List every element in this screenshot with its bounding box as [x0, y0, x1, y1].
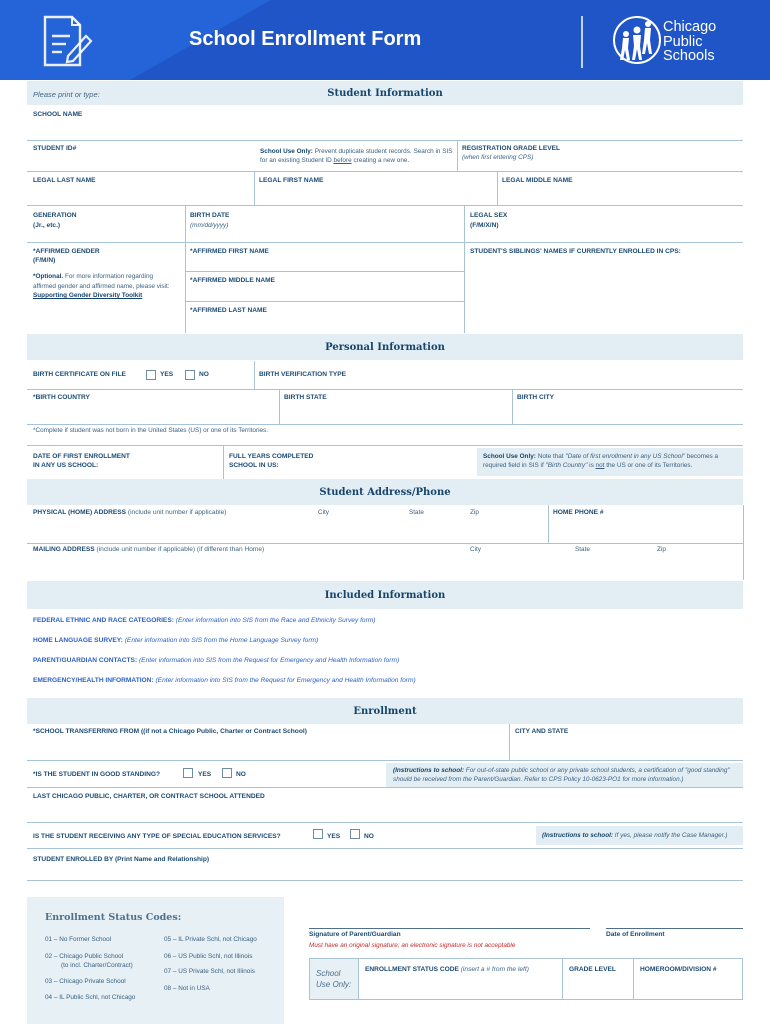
status-code-item: 06 – US Public Schl, not Illinois [164, 953, 253, 960]
print-hint: Please print or type: [33, 90, 100, 99]
birth-country-field[interactable]: *BIRTH COUNTRY [33, 394, 90, 401]
physical-city-label: City [318, 509, 330, 516]
included-item: EMERGENCY/HEALTH INFORMATION: (Enter information into SIS from the Request for Emergency and Health Information form) [33, 677, 416, 684]
status-code-item: 04 – IL Public Schl, not Chicago [45, 994, 136, 1001]
status-code-item: 05 – IL Private Schl, not Chicago [164, 936, 257, 943]
affirmed-first-name-field[interactable]: *AFFIRMED FIRST NAME [190, 248, 269, 255]
good-standing-label: *IS THE STUDENT IN GOOD STANDING? [33, 771, 160, 778]
included-item: FEDERAL ETHNIC AND RACE CATEGORIES: (Enter information into SIS from the Race and Ethnicity Survey form) [33, 617, 376, 624]
home-phone-field[interactable]: HOME PHONE # [553, 509, 604, 516]
legal-last-name-field[interactable]: LEGAL LAST NAME [33, 177, 96, 184]
signature-note: Must have an original signature; an electronic signature is not acceptable [309, 942, 516, 949]
included-item: HOME LANGUAGE SURVEY: (Enter information into SIS from the Home Language Survey form) [33, 637, 319, 644]
siblings-field[interactable]: STUDENT'S SIBLINGS' NAMES IF CURRENTLY ENROLLED IN CPS: [470, 248, 681, 255]
grade-level-field[interactable]: GRADE LEVEL [569, 966, 616, 973]
section-title: Enrollment [353, 706, 417, 717]
physical-state-label: State [409, 509, 424, 516]
yes-label: YES [198, 771, 212, 778]
parent-signature-field[interactable]: Signature of Parent/Guardian [309, 931, 401, 938]
optional-note: *Optional. For more information regarding affirmed gender and affirmed name, please visit: Supporting Gender Diversity Toolkit [33, 273, 170, 299]
status-code-item: (to incl. Charter/Contract) [61, 962, 133, 969]
mailing-state-label: State [575, 546, 590, 553]
status-code-field[interactable]: ENROLLMENT STATUS CODE (insert a # from the left) [365, 966, 529, 973]
section-student-information [27, 81, 743, 105]
status-code-item: 01 – No Former School [45, 936, 112, 943]
homeroom-field[interactable]: HOMEROOM/DIVISION # [640, 966, 717, 973]
birth-city-field[interactable]: BIRTH CITY [517, 394, 554, 401]
affirmed-middle-name-field[interactable]: *AFFIRMED MIDDLE NAME [190, 277, 275, 284]
no-label: NO [364, 833, 374, 840]
status-code-item: 08 – Not in USA [164, 985, 210, 992]
section-title: Student Address/Phone [319, 487, 451, 498]
affirmed-gender-field[interactable]: *AFFIRMED GENDER [33, 248, 100, 255]
mailing-address-field[interactable]: MAILING ADDRESS (include unit number if applicable) (if different than Home) [33, 546, 265, 553]
sped-instructions: (Instructions to school: If yes, please notify the Case Manager.) [542, 832, 728, 839]
school-transferring-field[interactable]: *SCHOOL TRANSFERRING FROM ((if not a Chicago Public, Charter or Contract School) [33, 728, 307, 735]
status-code-item: 02 – Chicago Public School [45, 953, 124, 960]
mailing-zip-label: Zip [657, 546, 666, 553]
brand-name [663, 20, 716, 64]
legal-first-name-field[interactable]: LEGAL FIRST NAME [259, 177, 324, 184]
birth-date-field[interactable]: BIRTH DATE [190, 212, 230, 219]
affirmed-gender-hint: (F/M/N) [33, 257, 56, 264]
section-personal-information [27, 334, 743, 360]
full-years-field[interactable]: FULL YEARS COMPLETED [229, 453, 314, 460]
page-title: School Enrollment Form [189, 28, 422, 50]
form-header [0, 0, 770, 80]
birth-verification-field[interactable]: BIRTH VERIFICATION TYPE [259, 371, 347, 378]
brand-line-2: Public [663, 33, 703, 50]
school-use-note-enrollment: School Use Only: Note that "Date of first enrollment in any US School" becomes a required field in SIS if "Birth Country" is not the US or one of its Territories. [483, 453, 719, 469]
registration-grade-field[interactable]: REGISTRATION GRADE LEVEL [462, 145, 561, 152]
status-codes-title: Enrollment Status Codes: [45, 912, 182, 923]
section-title: Student Information [327, 88, 443, 99]
school-use-note-id: School Use Only: Prevent duplicate student records. Search in SIS for an existing Student ID before creating a new one. [260, 148, 453, 164]
status-code-item: 03 – Chicago Private School [45, 978, 126, 985]
birth-date-hint: (mm/dd/yyyy) [190, 222, 229, 229]
section-title: Included Information [324, 590, 446, 601]
registration-grade-hint: (when first entering CPS) [462, 154, 534, 161]
date-of-enrollment-field[interactable]: Date of Enrollment [606, 931, 665, 938]
section-title: Personal Information [325, 342, 445, 353]
school-use-label: School Use Only: [316, 969, 352, 989]
no-label: NO [236, 771, 246, 778]
first-enrollment-field[interactable]: DATE OF FIRST ENROLLMENT [33, 453, 130, 460]
school-name-field[interactable]: SCHOOL NAME [33, 111, 83, 118]
birth-country-note: *Complete if student was not born in the United States (US) or one of its Territories. [33, 427, 269, 434]
generation-field[interactable]: GENERATION [33, 212, 77, 219]
birth-cert-yes-checkbox[interactable] [146, 370, 156, 380]
good-standing-yes-checkbox[interactable] [183, 768, 193, 778]
sped-no-checkbox[interactable] [350, 829, 360, 839]
birth-certificate-label: BIRTH CERTIFICATE ON FILE [33, 371, 126, 378]
sped-yes-checkbox[interactable] [313, 829, 323, 839]
mailing-city-label: City [470, 546, 482, 553]
birth-state-field[interactable]: BIRTH STATE [284, 394, 327, 401]
first-enrollment-label-2: IN ANY US SCHOOL: [33, 462, 99, 469]
physical-zip-label: Zip [470, 509, 479, 516]
cps-logo [612, 12, 662, 68]
brand-line-1: Chicago [663, 19, 717, 35]
physical-address-field[interactable]: PHYSICAL (HOME) ADDRESS (include unit number if applicable) [33, 509, 227, 516]
enrolled-by-field[interactable]: STUDENT ENROLLED BY (Print Name and Relationship) [33, 856, 210, 863]
affirmed-last-name-field[interactable]: *AFFIRMED LAST NAME [190, 307, 267, 314]
yes-label: YES [327, 833, 341, 840]
gender-diversity-toolkit-link[interactable]: Supporting Gender Diversity Toolkit [33, 292, 143, 299]
last-school-field[interactable]: LAST CHICAGO PUBLIC, CHARTER, OR CONTRACT SCHOOL ATTENDED [33, 793, 265, 800]
header-divider [581, 16, 583, 68]
section-included-information [27, 581, 743, 609]
legal-sex-field[interactable]: LEGAL SEX [470, 212, 508, 219]
no-label: NO [199, 371, 209, 378]
yes-label: YES [160, 371, 174, 378]
document-edit-icon [42, 14, 94, 68]
status-code-item: 07 – US Private Schl, not Illinois [164, 968, 255, 975]
student-id-field[interactable]: STUDENT ID# [33, 145, 77, 152]
birth-cert-no-checkbox[interactable] [185, 370, 195, 380]
section-student-address [27, 479, 743, 505]
good-standing-instructions: (Instructions to school: For out-of-state public school or any private school students, a certification of "good standing" should be received from the Parent/Guardian. Refer to CPS Policy 10-0623-PO1 for more information.) [393, 767, 730, 783]
full-years-label-2: SCHOOL IN US: [229, 462, 279, 469]
legal-sex-hint: (F/M/X/N) [470, 222, 499, 229]
included-item: PARENT/GUARDIAN CONTACTS: (Enter information into SIS from the Request for Emergency and Health Information form) [33, 657, 400, 664]
generation-hint: (Jr., etc.) [33, 222, 61, 229]
good-standing-no-checkbox[interactable] [222, 768, 232, 778]
special-education-label: IS THE STUDENT RECEIVING ANY TYPE OF SPECIAL EDUCATION SERVICES? [33, 833, 281, 840]
legal-middle-name-field[interactable]: LEGAL MIDDLE NAME [502, 177, 573, 184]
section-enrollment [27, 698, 743, 724]
brand-line-3: Schools [663, 48, 715, 64]
city-state-field[interactable]: CITY AND STATE [515, 728, 569, 735]
